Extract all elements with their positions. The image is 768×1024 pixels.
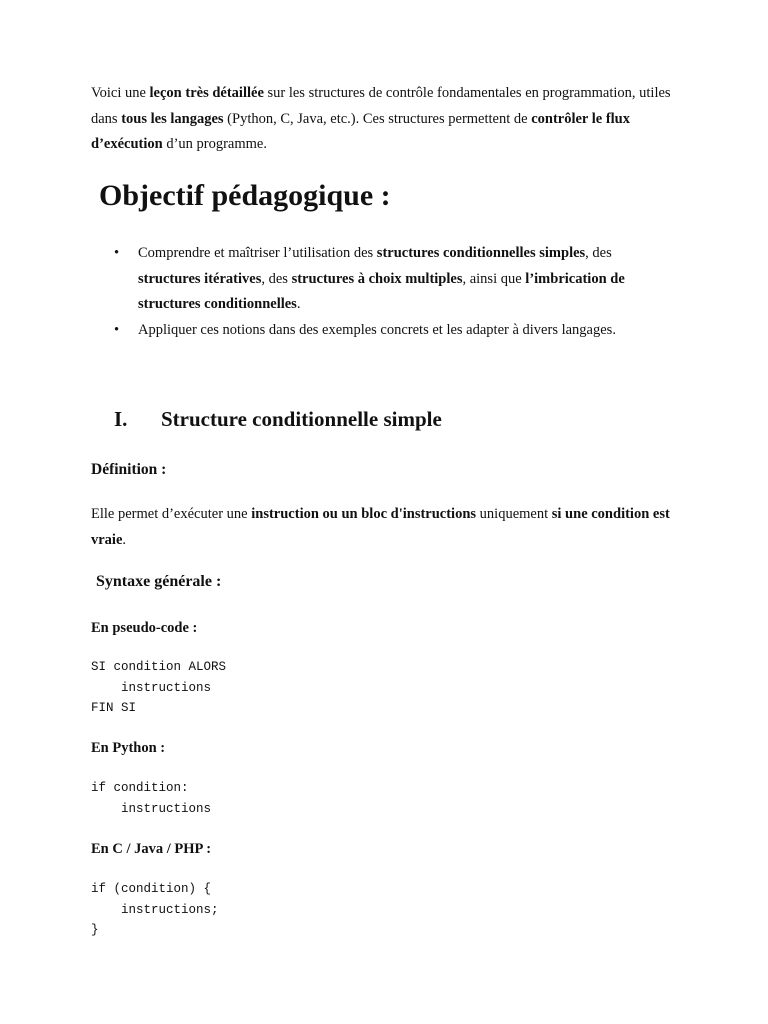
intro-paragraph <box>91 81 691 158</box>
pseudo-code-block: SI condition ALORS instructions FIN SI <box>91 660 227 715</box>
intro-text: d’un programme. <box>162 136 267 152</box>
intro-bold: leçon très détaillée <box>149 85 264 101</box>
definition-text: uniquement <box>476 506 552 522</box>
definition-heading: Définition : <box>91 461 167 478</box>
objectif-list <box>110 241 670 343</box>
definition-text: . <box>122 531 127 548</box>
pseudo-code-heading: En pseudo-code : <box>91 620 198 636</box>
list-item <box>110 318 670 344</box>
bullet-icon: • <box>114 245 120 261</box>
python-heading: En Python : <box>91 740 166 756</box>
intro-text: sur les structures de contrôle fondamentales en programmation, utiles dans <box>91 85 671 127</box>
definition-text: Elle permet d’exécuter une <box>91 506 252 522</box>
list-text: Appliquer ces notions dans des exemples concrets et les adapter à divers langages. <box>138 321 616 338</box>
bullet-icon: • <box>114 321 120 338</box>
list-bold: structures à choix multiples <box>291 270 463 287</box>
c-java-php-heading: En C / Java / PHP : <box>91 841 212 857</box>
syntax-heading: Syntaxe générale : <box>96 573 222 590</box>
section-heading <box>114 404 442 434</box>
list-text: , des <box>585 245 612 261</box>
definition-bold: si une condition est vraie <box>91 506 670 548</box>
intro-bold: tous les langages <box>121 110 224 127</box>
list-text: , ainsi que <box>462 270 526 287</box>
list-bold: l’imbrication de structures conditionnelles <box>138 270 625 312</box>
list-text: . <box>296 296 301 312</box>
list-text: , des <box>261 270 292 287</box>
list-bold: structures conditionnelles simples <box>376 245 586 261</box>
section-title: Structure conditionnelle simple <box>161 407 442 431</box>
list-item <box>110 241 670 318</box>
list-text: Comprendre et maîtriser l’utilisation des <box>138 245 377 261</box>
definition-bold: instruction ou un bloc d'instructions <box>251 506 477 522</box>
intro-text: Voici une <box>91 85 150 101</box>
list-bold: structures itératives <box>138 270 262 287</box>
definition-paragraph <box>91 502 671 553</box>
intro-text: (Python, C, Java, etc.). Ces structures permettent de <box>223 110 532 127</box>
intro-bold: contrôler le flux d’exécution <box>91 110 630 152</box>
section-number: I. <box>114 407 128 431</box>
c-code-block: if (condition) { instructions; } <box>91 882 219 937</box>
objectif-heading: Objectif pédagogique : <box>99 179 391 212</box>
python-code-block: if condition: instructions <box>91 781 212 816</box>
